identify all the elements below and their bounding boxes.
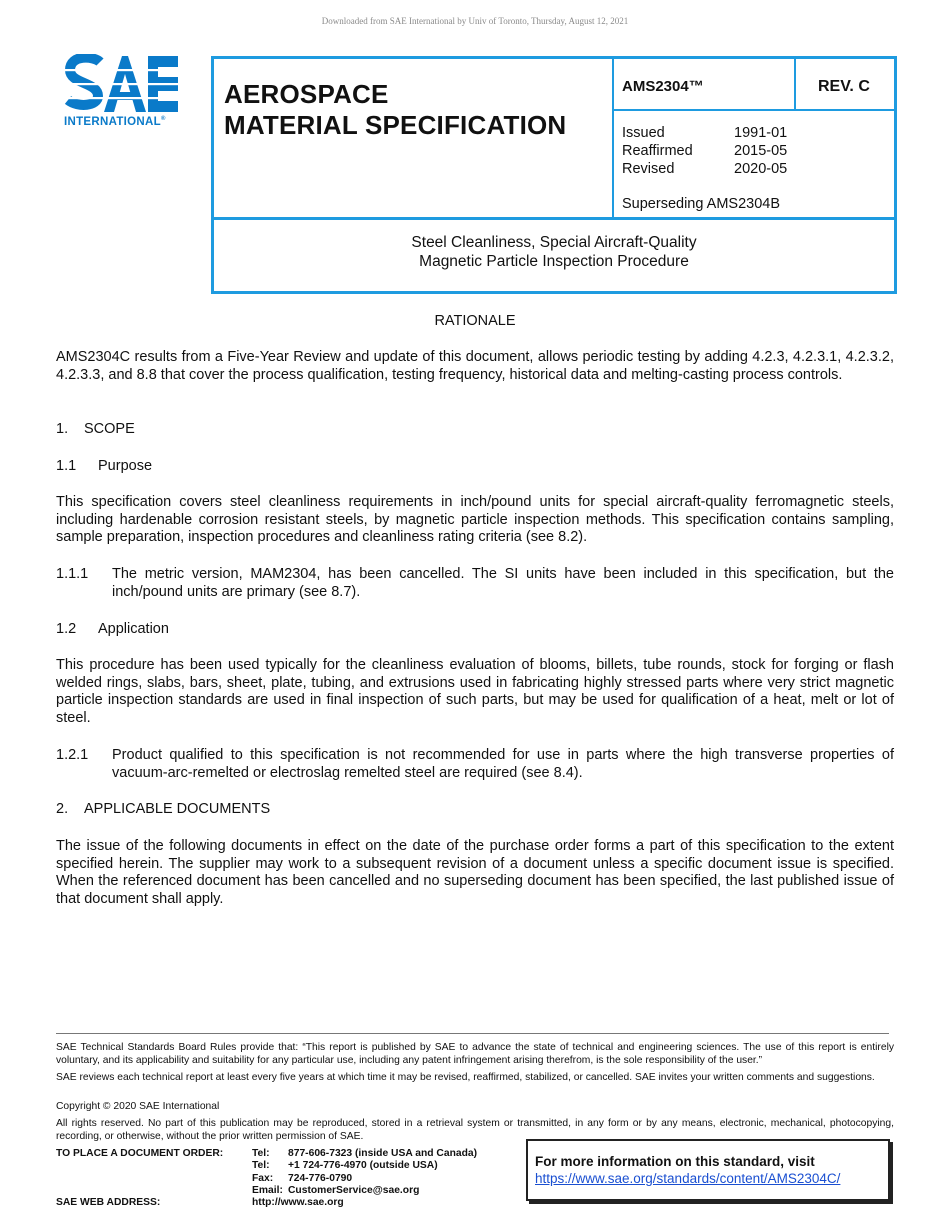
- superseding: Superseding AMS2304B: [622, 196, 780, 212]
- section-2-text: The issue of the following documents in effect on the date of the purchase order forms a part of this specification to the extent specified herein. The supplier may work to a subsequent revision of a document unless a specific document issue is specified. When the referenced document has been cancelled and no superseding document has been specified, the last published issue of that document shall apply.: [56, 838, 894, 907]
- download-note: Downloaded from SAE International by Univ of Toronto, Thursday, August 12, 2021: [321, 16, 629, 26]
- fax: Fax: 724-776-0790: [252, 1172, 353, 1184]
- order-contacts: [252, 1148, 522, 1209]
- revision-cell: [796, 59, 894, 111]
- title-line-2: MATERIAL SPECIFICATION: [224, 110, 567, 140]
- order-label: TO PLACE A DOCUMENT ORDER:: [56, 1148, 224, 1159]
- section-1-1-heading: 1.1 Purpose: [56, 458, 153, 474]
- standard-url-link[interactable]: https://www.sae.org/standards/content/AMS2304C/: [535, 1171, 841, 1186]
- title-line-1: AEROSPACE: [224, 79, 389, 109]
- revised-row: Revised 2020-05: [622, 161, 788, 177]
- doc-number-cell: [614, 59, 796, 111]
- section-1-1-1: 1.1.1 The metric version, MAM2304, has been cancelled. The SI units have been included in this specification, but the inch/pound units are primary (see 8.7).: [56, 566, 894, 600]
- footer-divider: [56, 1033, 889, 1034]
- web-label: SAE WEB ADDRESS:: [56, 1197, 161, 1208]
- tel-international[interactable]: Tel: +1 724-776-4970 (outside USA): [252, 1160, 438, 1172]
- doc-type-title: [224, 79, 566, 141]
- tel-domestic[interactable]: Tel: 877-606-7323 (inside USA and Canada): [252, 1148, 478, 1159]
- spec-subtitle: Steel Cleanliness, Special Aircraft-Quality Magnetic Particle Inspection Procedure: [411, 234, 697, 270]
- reaffirmed-row: Reaffirmed 2015-05: [622, 143, 788, 159]
- section-1-2-heading: 1.2 Application: [56, 621, 169, 637]
- section-2-heading: 2. APPLICABLE DOCUMENTS: [56, 801, 271, 817]
- rationale-heading: RATIONALE: [434, 313, 516, 329]
- revision: REV. C: [818, 78, 870, 95]
- section-1-heading: 1. SCOPE: [56, 421, 135, 437]
- section-1-1-text: This specification covers steel cleanliness requirements in inch/pound units for special aircraft-quality ferromagnetic steels, including hardenable corrosion resistant steels, by magnetic particle inspection methods. This specification contains sampling, sample preparation, inspection procedures and cleanliness rating criteria (see 8.2).: [56, 494, 894, 546]
- sae-logo: [64, 54, 194, 128]
- more-info-box: [526, 1139, 890, 1201]
- header-title-cell: [214, 59, 614, 220]
- review-text: SAE reviews each technical report at least every five years at which time it may be revised, reaffirmed, stabilized, or cancelled. SAE invites your written comments and suggestions.: [56, 1072, 875, 1083]
- logo-subtitle: INTERNATIONAL®: [64, 116, 166, 128]
- dates-cell: [614, 111, 894, 220]
- email[interactable]: Email: CustomerService@sae.org: [252, 1184, 420, 1196]
- web-address-link[interactable]: http://www.sae.org: [252, 1197, 344, 1209]
- rights-text: All rights reserved. No part of this publication may be reproduced, stored in a retrieval system or transmitted, in any form or by any means, electronic, mechanical, photocopying, recording, or otherwise, without the prior written permission of SAE.: [56, 1118, 894, 1142]
- sae-logo-mark: [64, 54, 182, 114]
- section-1-2-text: This procedure has been used typically for the cleanliness evaluation of blooms, billets, tube rounds, stock for forging or flash welded rings, slabs, bars, sheet, plate, tubing, and extrusions used in fabricating highly stressed parts where very strict magnetic particle inspection standards are used in final inspection of such parts, but may be used for qualification of a heat, melt or lot of steel.: [56, 657, 894, 726]
- rationale-text: AMS2304C results from a Five-Year Review and update of this document, allows periodic testing by adding 4.2.3, 4.2.3.1, 4.2.3.2, 4.2.3.3, and 8.8 that cover the process qualification, testing frequency, historical data and melting-casting process controls.: [56, 349, 894, 383]
- doc-number: AMS2304™: [622, 78, 704, 95]
- board-rules-text: SAE Technical Standards Board Rules provide that: “This report is published by SAE to advance the state of technical and engineering sciences. The use of this report is entirely voluntary, and its applicability and suitability for any particular use, including any patent infringement arising therefrom, is the sole responsibility of the user.”: [56, 1042, 894, 1066]
- spec-header: [211, 56, 897, 294]
- section-1-2-1: 1.2.1 Product qualified to this specification is not recommended for use in parts where the high transverse properties of vacuum-arc-remelted or electroslag remelted steel are required (see 8.4).: [56, 747, 894, 781]
- copyright: Copyright © 2020 SAE International: [56, 1101, 220, 1112]
- more-info-label: For more information on this standard, visit: [535, 1154, 815, 1169]
- issued-row: Issued 1991-01: [622, 125, 788, 141]
